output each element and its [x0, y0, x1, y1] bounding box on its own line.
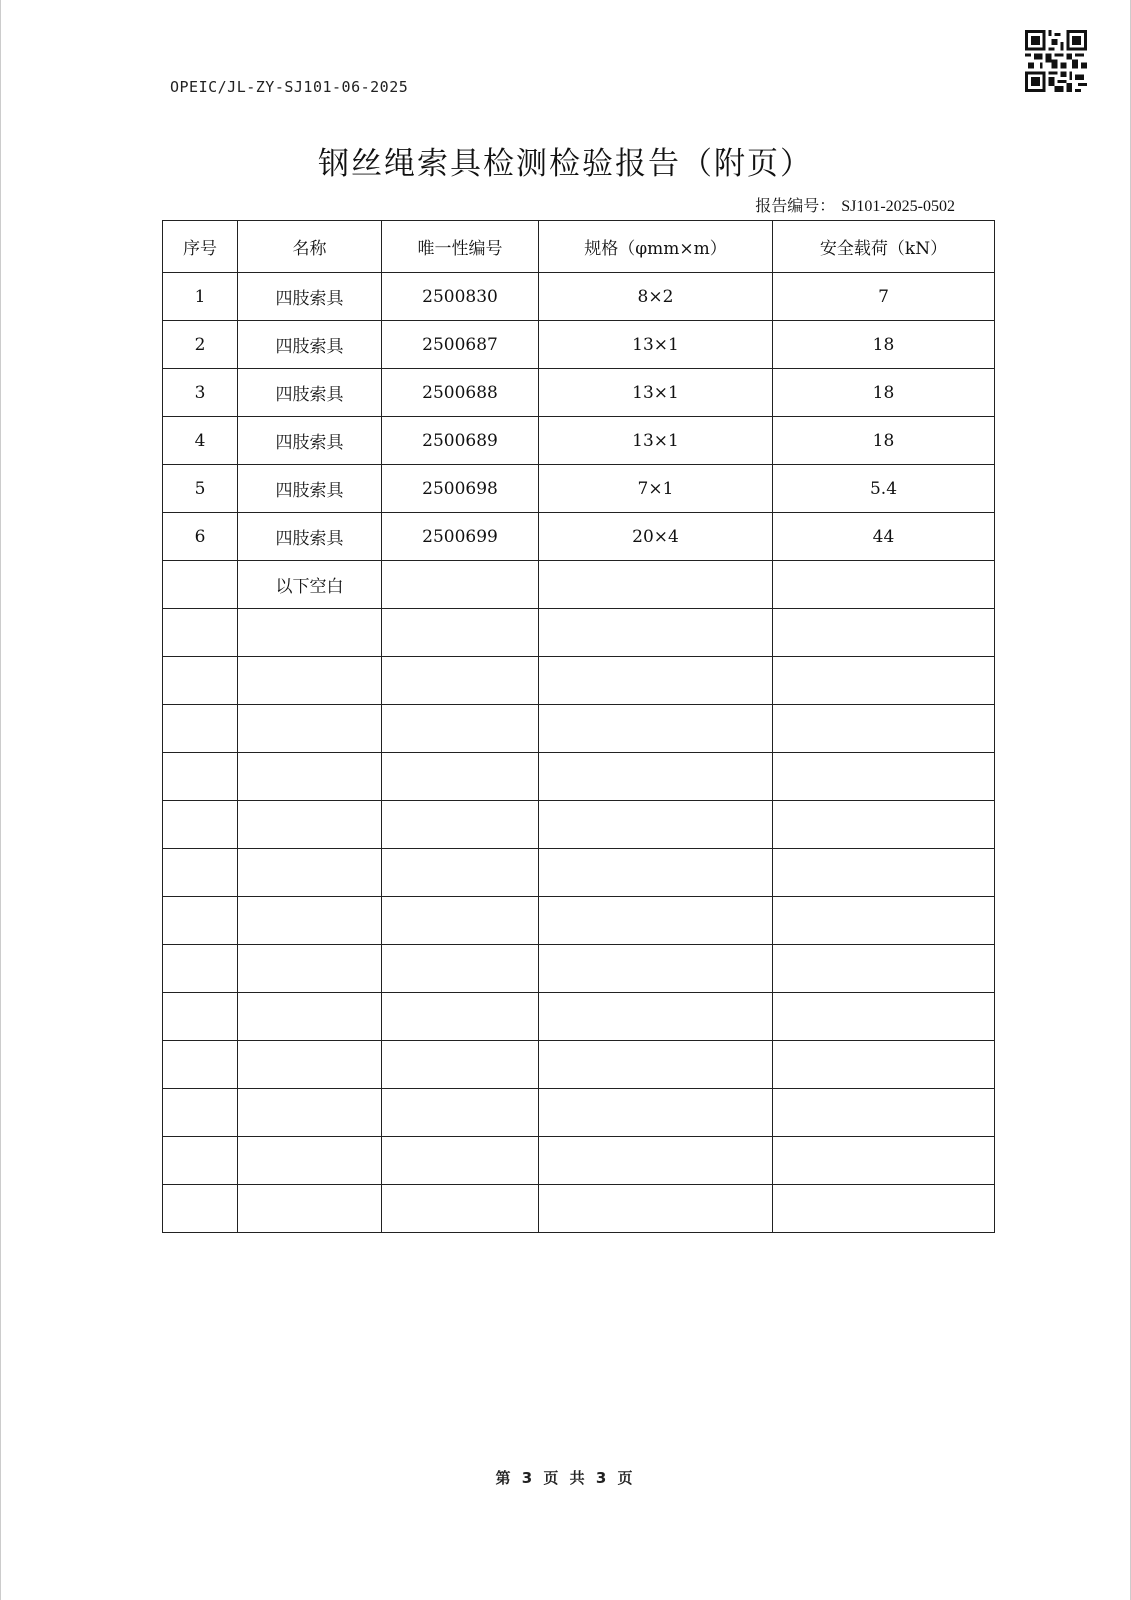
cell-name: [238, 1185, 382, 1233]
cell-safe-load: 18: [773, 417, 995, 465]
cell-spec: 13×1: [539, 321, 773, 369]
table-row: [163, 273, 995, 321]
table-row: [163, 849, 995, 897]
header-name: 名称: [238, 221, 382, 273]
cell-name: [238, 993, 382, 1041]
cell-safe-load: [773, 849, 995, 897]
cell-unique-id: 2500688: [382, 369, 539, 417]
header-spec: 规格（φmm×m）: [539, 221, 773, 273]
cell-index: [163, 609, 238, 657]
table-row: [163, 657, 995, 705]
cell-unique-id: [382, 801, 539, 849]
cell-name: 四肢索具: [238, 369, 382, 417]
cell-name: [238, 897, 382, 945]
cell-index: [163, 705, 238, 753]
cell-index: [163, 657, 238, 705]
cell-spec: 13×1: [539, 417, 773, 465]
cell-spec: [539, 561, 773, 609]
cell-index: [163, 897, 238, 945]
cell-safe-load: 7: [773, 273, 995, 321]
cell-spec: 7×1: [539, 465, 773, 513]
table-body: [163, 273, 995, 1233]
cell-unique-id: [382, 1185, 539, 1233]
page-footer: 第 3 页 共 3 页: [495, 1469, 636, 1487]
cell-spec: [539, 1137, 773, 1185]
cell-name: 四肢索具: [238, 465, 382, 513]
cell-safe-load: [773, 1041, 995, 1089]
cell-index: [163, 945, 238, 993]
cell-safe-load: [773, 1185, 995, 1233]
cell-index: [163, 1185, 238, 1233]
cell-spec: 8×2: [539, 273, 773, 321]
report-title: 钢丝绳索具检测检验报告（附页）: [318, 146, 813, 182]
table-row: [163, 1089, 995, 1137]
table-row: [163, 321, 995, 369]
table-row: [163, 705, 995, 753]
cell-name: 以下空白: [238, 561, 382, 609]
cell-name: 四肢索具: [238, 513, 382, 561]
table-row: [163, 897, 995, 945]
cell-unique-id: [382, 993, 539, 1041]
cell-spec: [539, 897, 773, 945]
cell-index: 3: [163, 369, 238, 417]
cell-unique-id: [382, 657, 539, 705]
cell-unique-id: [382, 561, 539, 609]
cell-safe-load: [773, 1089, 995, 1137]
cell-index: [163, 561, 238, 609]
table-row: [163, 801, 995, 849]
table-header-row: [163, 221, 995, 273]
cell-unique-id: [382, 849, 539, 897]
cell-index: [163, 993, 238, 1041]
table-row: [163, 369, 995, 417]
cell-name: [238, 1041, 382, 1089]
qr-code-icon: [1025, 30, 1087, 92]
cell-name: 四肢索具: [238, 417, 382, 465]
table-row: [163, 753, 995, 801]
header-safe-load: 安全载荷（kN）: [773, 221, 995, 273]
table-row: [163, 465, 995, 513]
cell-unique-id: 2500699: [382, 513, 539, 561]
report-number-label: 报告编号：: [755, 196, 836, 215]
table-row: [163, 609, 995, 657]
document-code: OPEIC/JL-ZY-SJ101-06-2025: [170, 78, 409, 96]
cell-unique-id: [382, 705, 539, 753]
cell-unique-id: [382, 1041, 539, 1089]
cell-name: [238, 705, 382, 753]
cell-spec: [539, 945, 773, 993]
cell-unique-id: [382, 1137, 539, 1185]
cell-name: [238, 657, 382, 705]
table-row: [163, 945, 995, 993]
cell-name: [238, 849, 382, 897]
cell-index: [163, 1089, 238, 1137]
table-row: [163, 561, 995, 609]
cell-spec: 13×1: [539, 369, 773, 417]
cell-name: [238, 609, 382, 657]
cell-unique-id: 2500687: [382, 321, 539, 369]
cell-safe-load: [773, 753, 995, 801]
cell-spec: [539, 801, 773, 849]
cell-index: 4: [163, 417, 238, 465]
cell-index: 5: [163, 465, 238, 513]
cell-spec: [539, 1185, 773, 1233]
report-number: [755, 193, 955, 216]
cell-spec: [539, 1041, 773, 1089]
cell-unique-id: 2500689: [382, 417, 539, 465]
cell-name: [238, 753, 382, 801]
cell-spec: 20×4: [539, 513, 773, 561]
cell-name: [238, 801, 382, 849]
cell-spec: [539, 609, 773, 657]
cell-name: [238, 1089, 382, 1137]
cell-spec: [539, 849, 773, 897]
cell-name: [238, 1137, 382, 1185]
table-row: [163, 993, 995, 1041]
cell-safe-load: [773, 561, 995, 609]
table-row: [163, 1041, 995, 1089]
cell-index: [163, 753, 238, 801]
cell-safe-load: [773, 993, 995, 1041]
cell-safe-load: [773, 801, 995, 849]
cell-safe-load: [773, 657, 995, 705]
cell-unique-id: [382, 897, 539, 945]
cell-spec: [539, 993, 773, 1041]
cell-index: [163, 801, 238, 849]
cell-index: [163, 1041, 238, 1089]
cell-index: [163, 849, 238, 897]
cell-name: 四肢索具: [238, 321, 382, 369]
table-row: [163, 513, 995, 561]
cell-name: [238, 945, 382, 993]
cell-spec: [539, 1089, 773, 1137]
cell-safe-load: 18: [773, 321, 995, 369]
cell-index: [163, 1137, 238, 1185]
cell-safe-load: [773, 897, 995, 945]
cell-unique-id: [382, 945, 539, 993]
items-table: [162, 220, 995, 1233]
cell-safe-load: 5.4: [773, 465, 995, 513]
table-row: [163, 1185, 995, 1233]
cell-safe-load: [773, 705, 995, 753]
cell-spec: [539, 753, 773, 801]
cell-unique-id: [382, 1089, 539, 1137]
cell-spec: [539, 657, 773, 705]
table-row: [163, 417, 995, 465]
cell-unique-id: [382, 753, 539, 801]
cell-safe-load: [773, 1137, 995, 1185]
cell-index: 1: [163, 273, 238, 321]
cell-unique-id: 2500830: [382, 273, 539, 321]
report-number-value: SJ101-2025-0502: [841, 198, 955, 215]
cell-safe-load: [773, 945, 995, 993]
header-index: 序号: [163, 221, 238, 273]
scan-edge-left: [0, 0, 1, 1600]
header-unique-id: 唯一性编号: [382, 221, 539, 273]
cell-unique-id: [382, 609, 539, 657]
cell-safe-load: [773, 609, 995, 657]
cell-index: 6: [163, 513, 238, 561]
cell-unique-id: 2500698: [382, 465, 539, 513]
cell-safe-load: 44: [773, 513, 995, 561]
cell-index: 2: [163, 321, 238, 369]
cell-safe-load: 18: [773, 369, 995, 417]
cell-spec: [539, 705, 773, 753]
table-row: [163, 1137, 995, 1185]
cell-name: 四肢索具: [238, 273, 382, 321]
